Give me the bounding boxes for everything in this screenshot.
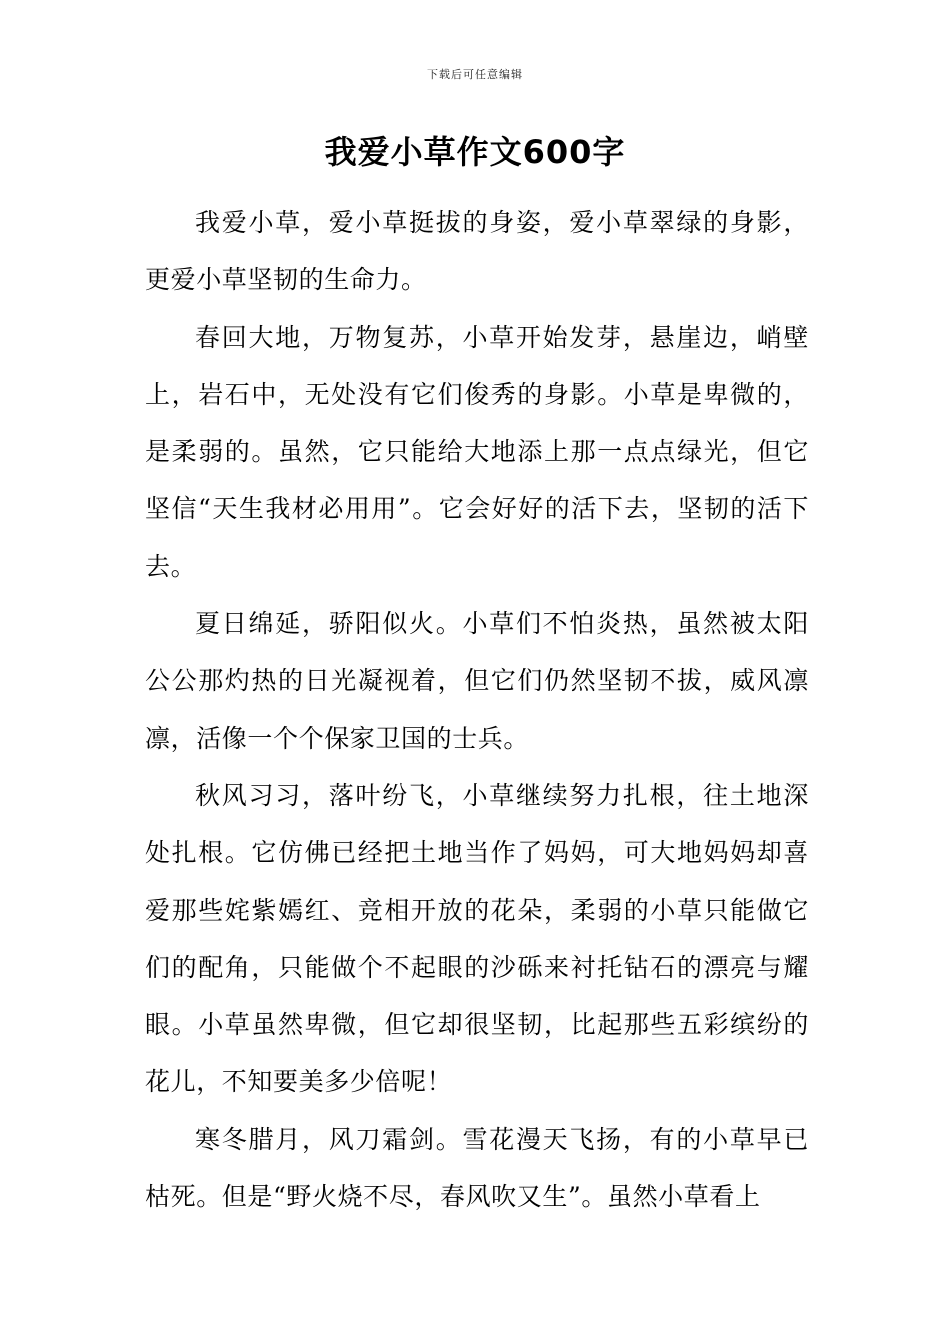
paragraph-2: 春回大地，万物复苏，小草开始发芽，悬崖边，峭壁上，岩石中，无处没有它们俊秀的身影。小草是卑微的，是柔弱的。虽然，它只能给大地添上那一点点绿光，但它坚信“天生我材必用用”。它会好好的活下去，坚韧的活下去。 <box>145 322 809 581</box>
paragraph-5: 寒冬腊月，风刀霜剑。雪花漫天飞扬，有的小草早已枯死。但是“野火烧不尽，春风吹又生”。虽然小草看上 <box>145 1124 809 1212</box>
document-body <box>145 194 809 1225</box>
header-note: 下载后可任意编辑 <box>427 68 523 81</box>
document-title: 我爱小草作文600字 <box>324 133 626 171</box>
paragraph-1: 我爱小草，爱小草挺拔的身姿，爱小草翠绿的身影，更爱小草坚韧的生命力。 <box>145 208 809 295</box>
paragraph-4: 秋风习习，落叶纷飞，小草继续努力扎根，往土地深处扎根。它仿佛已经把土地当作了妈妈，可大地妈妈却喜爱那些姹紫嫣红、竞相开放的花朵，柔弱的小草只能做它们的配角，只能做个不起眼的沙砾来衬托钻石的漂亮与耀眼。小草虽然卑微，但它却很坚韧，比起那些五彩缤纷的花儿，不知要美多少倍呢！ <box>145 780 809 1097</box>
paragraph-3: 夏日绵延，骄阳似火。小草们不怕炎热，虽然被太阳公公那灼热的日光凝视着，但它们仍然坚韧不拔，威风凛凛，活像一个个保家卫国的士兵。 <box>145 609 809 753</box>
